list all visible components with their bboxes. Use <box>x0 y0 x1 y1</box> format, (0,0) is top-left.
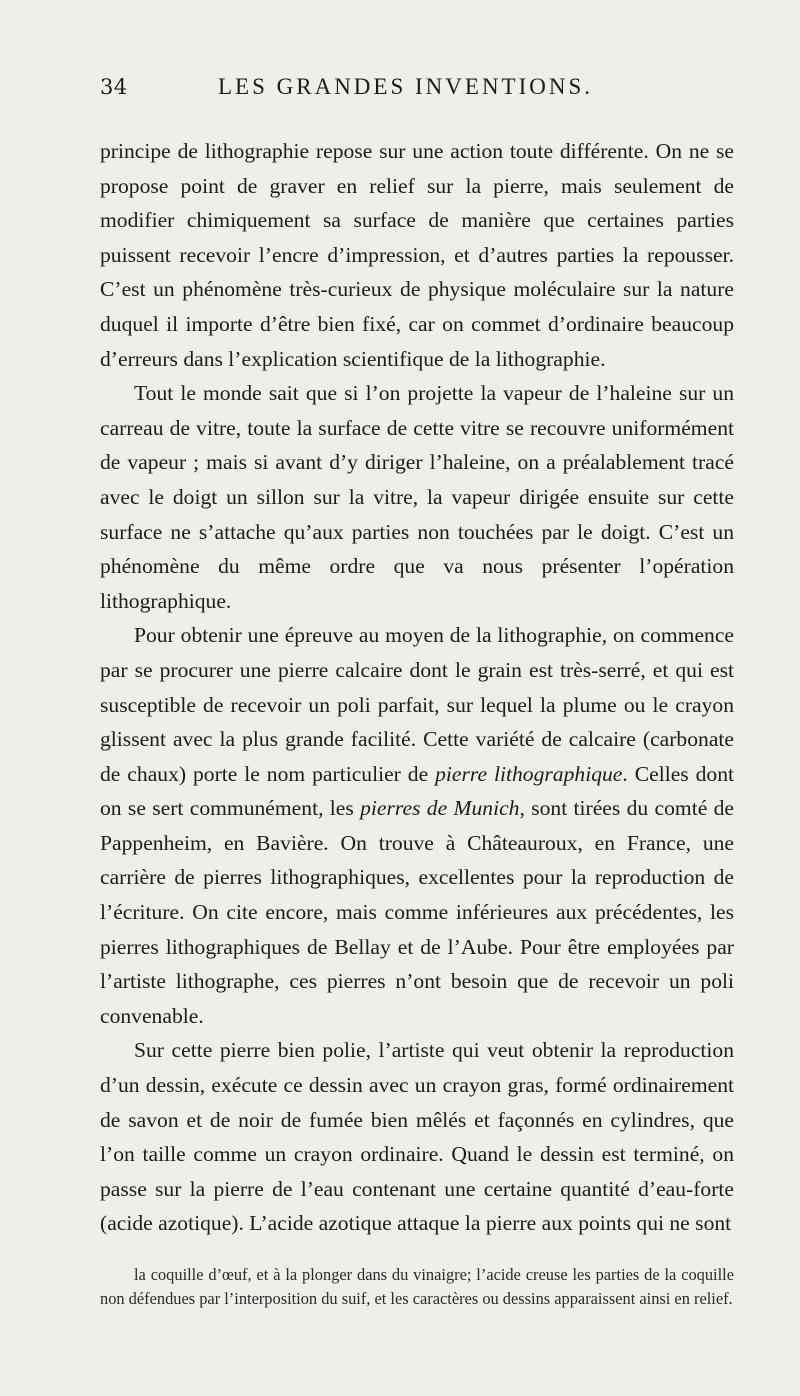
footnote: la coquille d’œuf, et à la plonger dans du vinaigre; l’acide creuse les parties de la coquille non défendues par l’interposition du suif, et les caractères ou dessins apparaissent ainsi en relief. <box>100 1265 734 1308</box>
running-head <box>100 74 734 108</box>
paragraph-lithographic-stone <box>100 618 734 1033</box>
italic-term-pierre-lithographique: pierre lithographique <box>435 761 623 786</box>
paragraph-lithography-principle: principe de lithographie repose sur une action toute différente. On ne se propose point de graver en relief sur la pierre, mais seulement de modifier chimiquement sa surface de manière que certaines parties puissent recevoir l’encre d’impression, et d’autres parties la repousser. C’est un phénomène très-curieux de physique moléculaire sur la nature duquel il importe d’être bien fixé, car on commet d’ordinaire beaucoup d’erreurs dans l’explication scientifique de la lithographie. <box>100 139 734 371</box>
paragraph-text-segment: . Celles dont on se sert communément, les <box>100 761 734 821</box>
paragraph-text-segment: , sont tirées du comté de Pappenheim, en Bavière. On trouve à Châteauroux, en France, une carrière de pierres lithographiques, excellentes pour la reproduction de l’écriture. On cite encore, mais comme inférieures aux précédentes, les pierres lithographiques de Bellay et de l’Aube. Pour être employées par l’artiste lithographe, ces pierres n’ont besoin que de recevoir un poli convenable. <box>100 796 735 1028</box>
italic-term-pierres-de-munich: pierres de Munich <box>360 796 520 821</box>
paragraph-drawing-process: Sur cette pierre bien polie, l’artiste qui veut obtenir la reproduction d’un dessin, exécute ce dessin avec un crayon gras, formé ordinairement de savon et de noir de fumée bien mêlés et façonnés en cylindres, que l’on taille comme un crayon ordinaire. Quand le dessin est terminé, on passe sur la pierre de l’eau contenant une certaine quantité d’eau-forte (acide azotique). L’acide azotique attaque la pierre aux points qui ne sont <box>100 1038 734 1236</box>
running-title: LES GRANDES INVENTIONS. <box>218 74 594 99</box>
page-number: 34 <box>100 75 128 99</box>
body-text <box>100 134 734 1241</box>
paragraph-text-segment: Pour obtenir une épreuve au moyen de la lithographie, on commence par se procurer une pierre calcaire dont le grain est très-serré, et qui est susceptible de recevoir un poli parfait, sur lequel la plume ou le crayon glissent avec la plus grande facilité. Cette variété de calcaire (carbonate de chaux) porte le nom particulier de <box>100 623 734 786</box>
paragraph-breath-on-glass: Tout le monde sait que si l’on projette la vapeur de l’haleine sur un carreau de vitre, toute la surface de cette vitre se recouvre uniformément de vapeur ; mais si avant d’y diriger l’haleine, on a préalablement tracé avec le doigt un sillon sur la vitre, la vapeur dirigée ensuite sur cette surface ne s’attache qu’aux parties non touchées par le doigt. C’est un phénomène du même ordre que va nous présenter l’opération lithographique. <box>100 381 734 613</box>
